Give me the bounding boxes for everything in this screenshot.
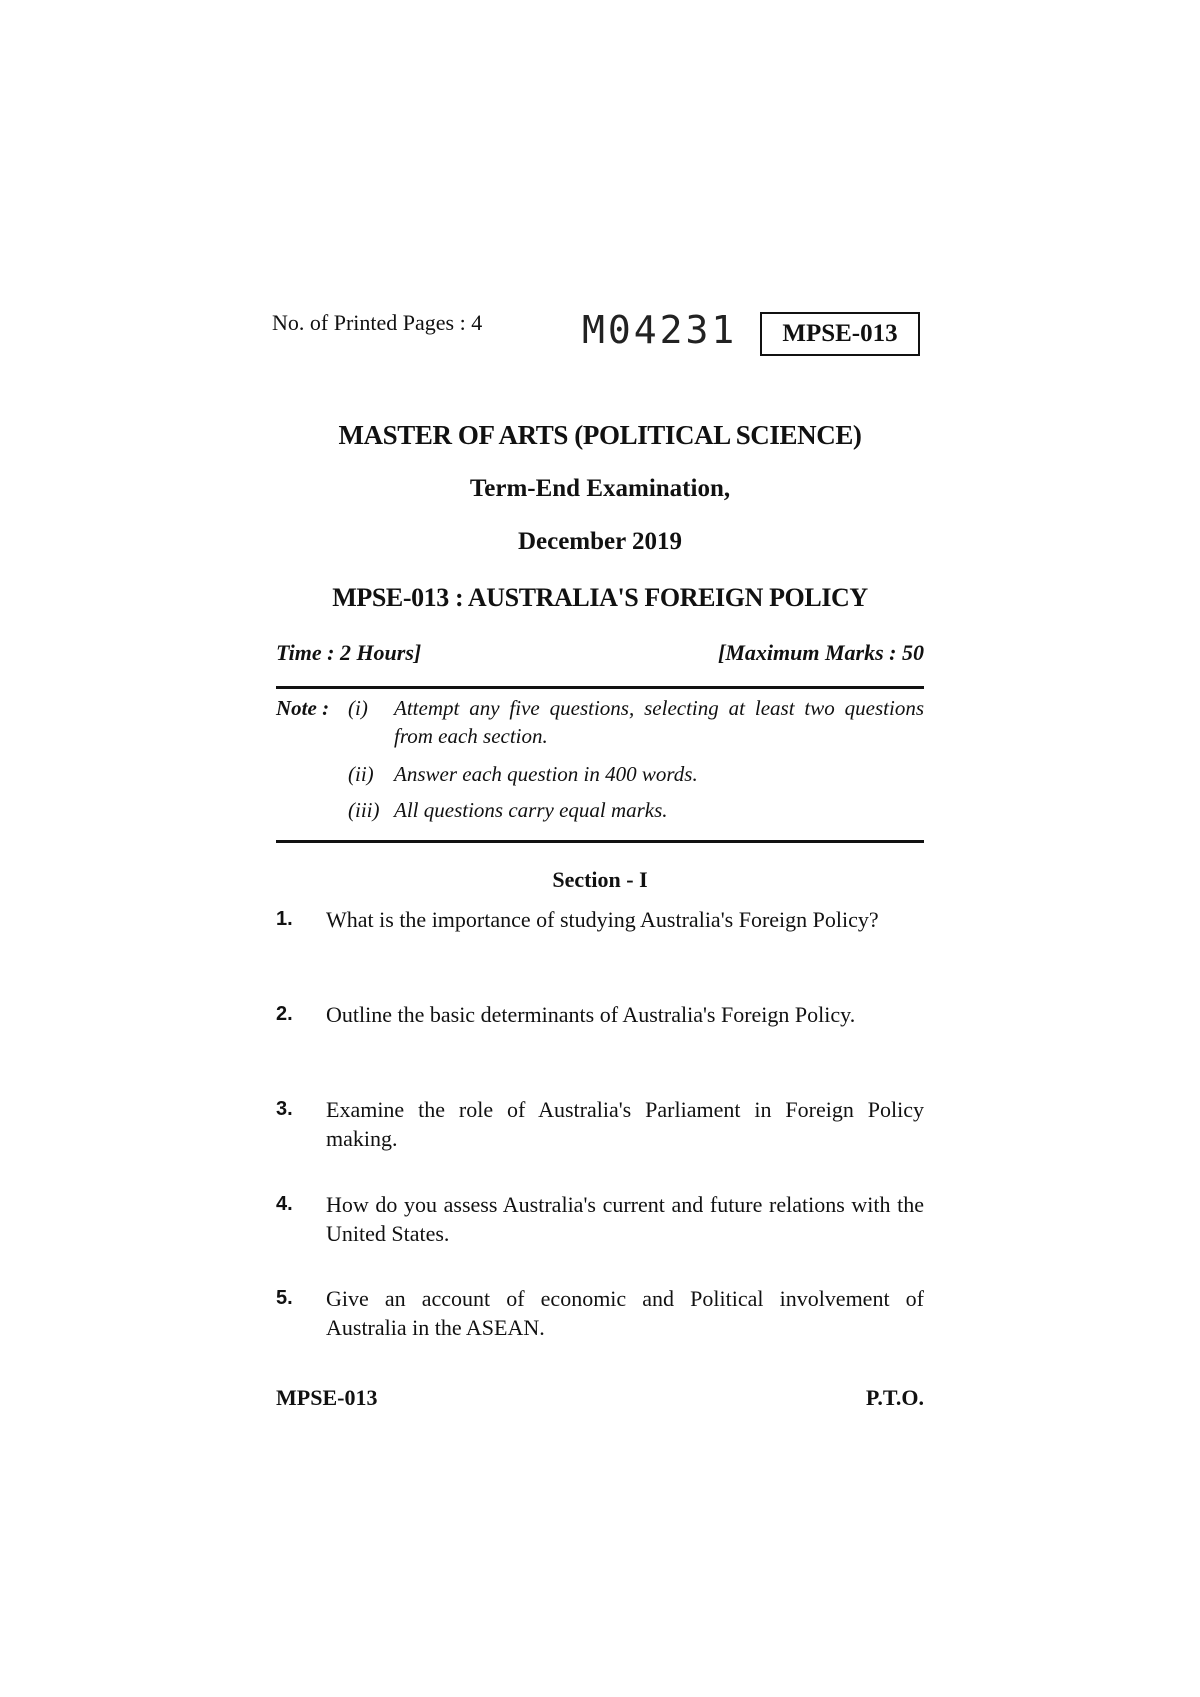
note-label: Note : (276, 696, 330, 720)
question-number: 4. (276, 1193, 293, 1215)
note-item-number: (iii) (348, 798, 380, 822)
question-number: 2. (276, 1003, 293, 1025)
question-text: Examine the role of Australia's Parliament in Foreign Policy making. (326, 1097, 924, 1151)
section-title: Section - I (552, 867, 648, 892)
bottom-divider (276, 840, 924, 843)
programme-title: MASTER OF ARTS (POLITICAL SCIENCE) (338, 420, 862, 450)
time-allowed: Time : 2 Hours] (276, 640, 422, 665)
course-code-box-label: MPSE-013 (782, 320, 898, 347)
paper-title: MPSE-013 : AUSTRALIA'S FOREIGN POLICY (332, 583, 868, 612)
printed-pages-count: No. of Printed Pages : 4 (272, 310, 483, 335)
question-text: What is the importance of studying Australia's Foreign Policy? (326, 907, 879, 932)
question-text: How do you assess Australia's current and future relations with the United States. (326, 1192, 924, 1246)
note-item-number: (ii) (348, 762, 374, 786)
question-number: 3. (276, 1098, 293, 1120)
exam-session: December 2019 (517, 528, 683, 555)
maximum-marks: [Maximum Marks : 50 (718, 640, 924, 665)
exam-title: Term-End Examination, (469, 475, 731, 502)
note-item-text: All questions carry equal marks. (394, 798, 668, 822)
note-item-text: Answer each question in 400 words. (394, 762, 698, 786)
footer-pto: P.T.O. (865, 1385, 924, 1410)
note-item-number: (i) (348, 696, 368, 720)
serial-number: M04231 (582, 308, 738, 352)
footer-course-code: MPSE-013 (276, 1385, 378, 1410)
note-item-text: Attempt any five questions, selecting at least two questions from each section. (394, 696, 924, 748)
question-number: 5. (276, 1287, 293, 1309)
question-number: 1. (276, 908, 293, 930)
question-text: Give an account of economic and Political involvement of Australia in the ASEAN. (326, 1286, 924, 1340)
question-text: Outline the basic determinants of Australia's Foreign Policy. (326, 1002, 856, 1027)
top-divider (276, 686, 924, 689)
course-code-box (760, 312, 920, 356)
